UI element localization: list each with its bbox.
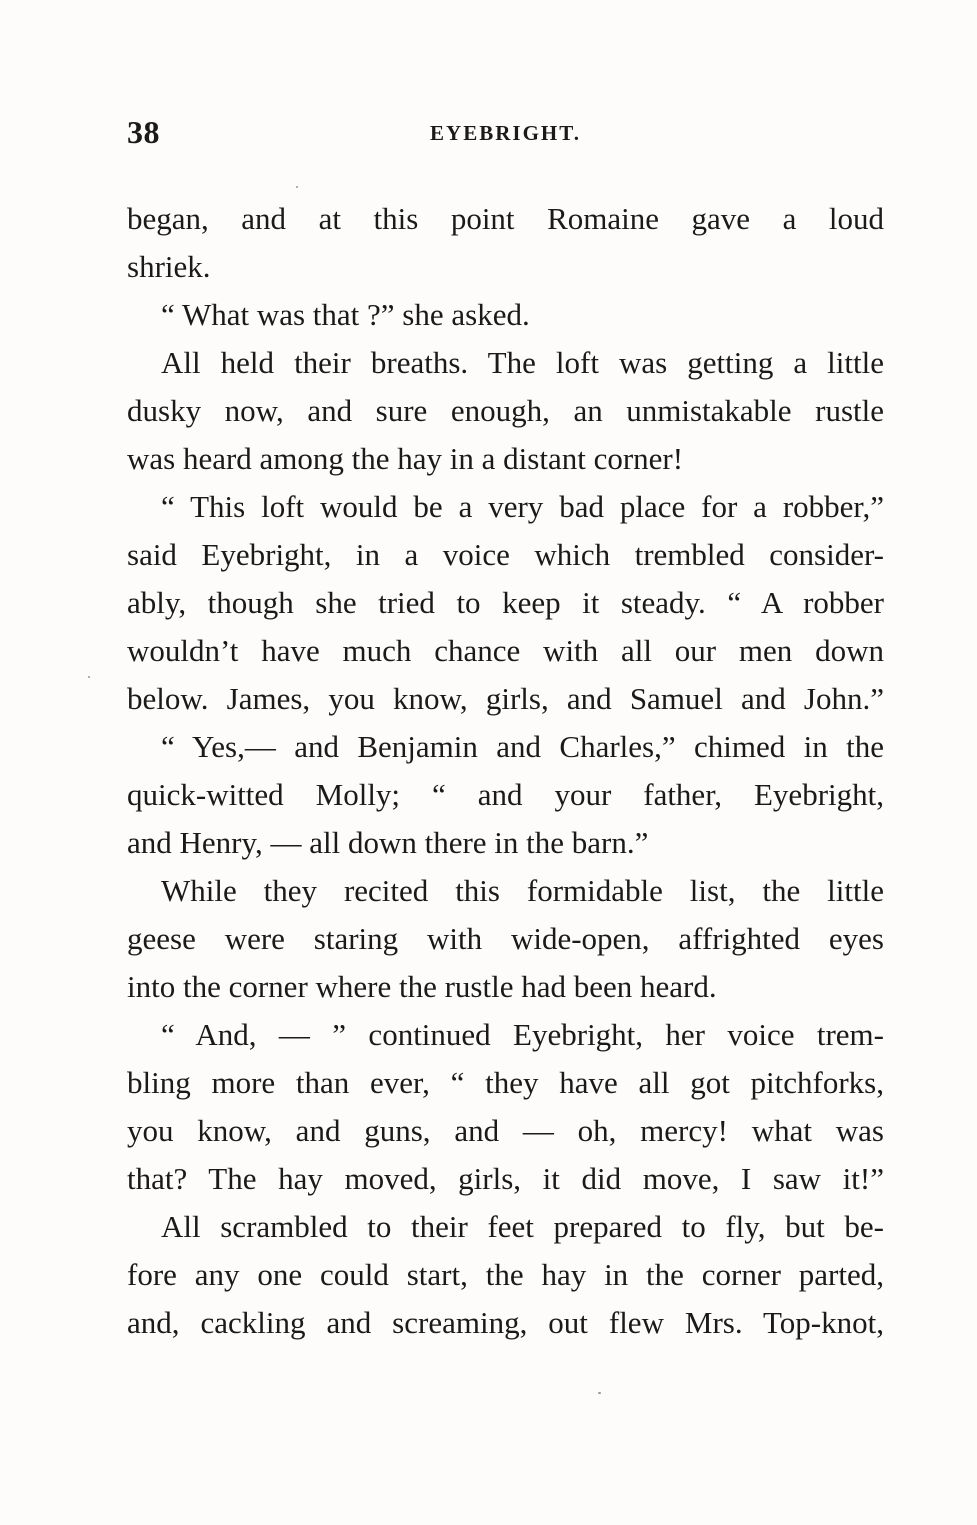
running-title: EYEBRIGHT. — [430, 121, 581, 145]
running-head — [127, 112, 884, 152]
text-line: geese were staring with wide-open, affrighted eyes — [127, 921, 884, 956]
text-line: “ And, — ” continued Eyebright, her voice trem- — [161, 1017, 884, 1052]
text-line: you know, and guns, and — oh, mercy! what was — [127, 1113, 884, 1148]
text-line: “ This loft would be a very bad place for a robber,” — [161, 489, 884, 524]
text-line: and, cackling and screaming, out flew Mrs. Top-knot, — [127, 1305, 884, 1340]
text-line: ably, though she tried to keep it steady. “ A robber — [127, 585, 884, 620]
scan-speck — [598, 1392, 601, 1394]
scan-speck — [88, 676, 90, 678]
text-line: that? The hay moved, girls, it did move, I saw it!” — [127, 1161, 884, 1196]
text-line: wouldn’t have much chance with all our men down — [127, 633, 884, 668]
text-line: below. James, you know, girls, and Samuel and John.” — [127, 681, 884, 716]
text-line: was heard among the hay in a distant corner! — [127, 441, 684, 476]
text-line: While they recited this formidable list, the little — [161, 873, 884, 908]
text-line: bling more than ever, “ they have all got pitchforks, — [127, 1065, 884, 1100]
text-line: All scrambled to their feet prepared to fly, but be- — [161, 1209, 884, 1244]
text-line: All held their breaths. The loft was getting a little — [161, 345, 884, 380]
text-line: fore any one could start, the hay in the corner parted, — [127, 1257, 884, 1292]
text-line: “ Yes,— and Benjamin and Charles,” chimed in the — [161, 729, 884, 764]
scan-speck — [296, 186, 298, 188]
text-line: shriek. — [127, 249, 211, 284]
text-line: into the corner where the rustle had been heard. — [127, 969, 717, 1004]
text-line: began, and at this point Romaine gave a loud — [127, 201, 884, 236]
text-line: and Henry, — all down there in the barn.” — [127, 825, 649, 860]
page-number: 38 — [127, 114, 160, 150]
text-line: quick-witted Molly; “ and your father, Eyebright, — [127, 777, 884, 812]
text-line: said Eyebright, in a voice which trembled consider- — [127, 537, 884, 572]
text-line: dusky now, and sure enough, an unmistakable rustle — [127, 393, 884, 428]
text-line: “ What was that ?” she asked. — [161, 297, 530, 332]
body-text — [127, 195, 884, 1347]
